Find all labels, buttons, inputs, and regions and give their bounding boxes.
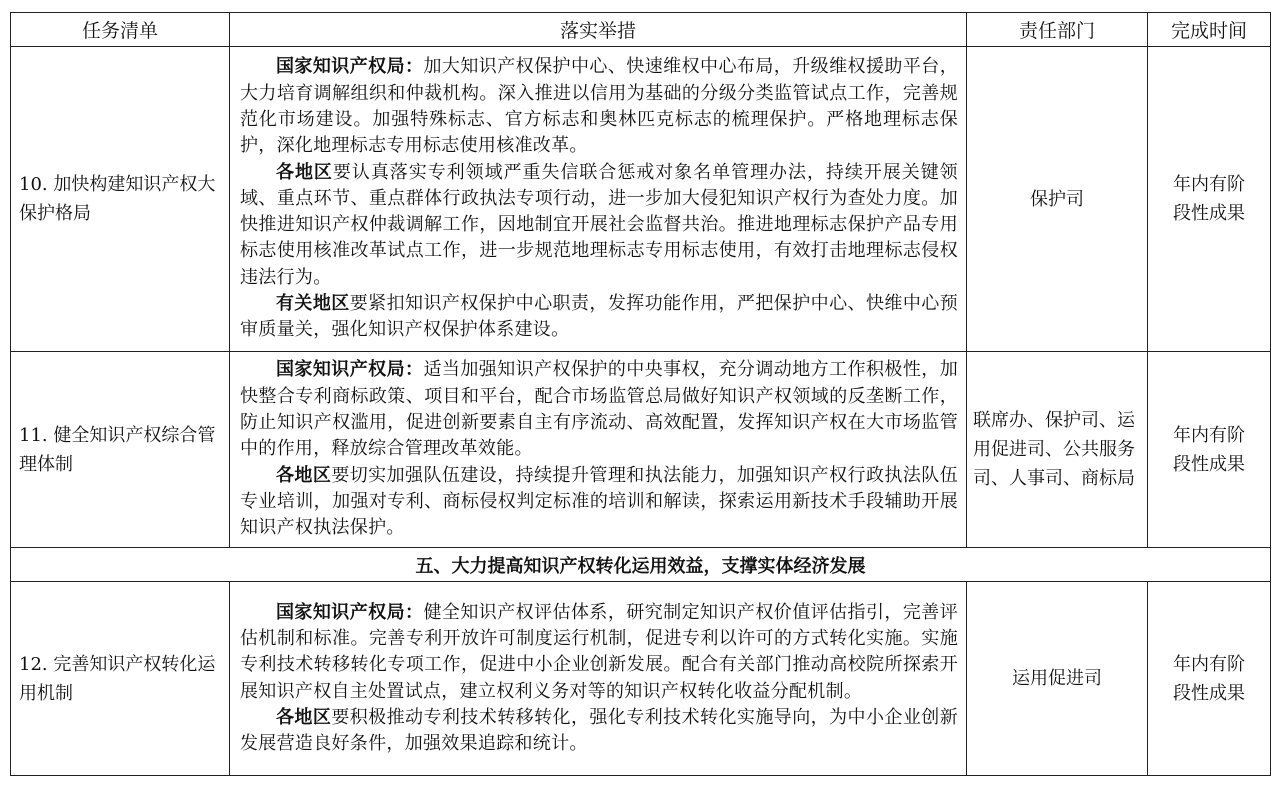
header-dept: 责任部门 — [967, 13, 1148, 47]
task-cell: 10. 加快构建知识产权大保护格局 — [11, 47, 230, 352]
table-row — [11, 582, 1271, 776]
table-header-row — [11, 13, 1271, 47]
dept-cell: 运用促进司 — [967, 582, 1148, 776]
task-cell: 11. 健全知识产权综合管理体制 — [11, 352, 230, 548]
measure-lead: 国家知识产权局： — [276, 56, 424, 78]
header-measures: 落实举措 — [230, 13, 967, 47]
measure-paragraph — [240, 160, 958, 291]
measure-lead: 各地区 — [276, 464, 332, 486]
measure-paragraph — [240, 463, 958, 542]
measure-lead: 国家知识产权局： — [276, 601, 424, 623]
measure-text: 加大知识产权保护中心、快速维权中心布局，升级维权援助平台，大力培育调解组织和仲裁机构。深入推进以信用为基础的分级分类监管试点工作，完善规范化市场建设。加强特殊标志、官方标志和奥林匹克标志的梳理保护。严格地理标志保护，深化地理标志专用标志使用核准改革。 — [240, 56, 959, 157]
measure-paragraph — [240, 291, 958, 344]
header-task: 任务清单 — [11, 13, 230, 47]
measures-cell — [230, 47, 967, 352]
measure-lead: 各地区 — [276, 161, 333, 183]
measure-paragraph — [240, 54, 958, 159]
header-time: 完成时间 — [1148, 13, 1271, 47]
measure-text: 要紧扣知识产权保护中心职责，发挥功能作用，严把保护中心、快维中心预审质量关，强化知识产权保护体系建设。 — [240, 293, 958, 341]
dept-cell: 保护司 — [967, 47, 1148, 352]
time-cell: 年内有阶段性成果 — [1148, 582, 1271, 776]
measure-paragraph — [240, 600, 958, 705]
measure-paragraph — [240, 357, 958, 462]
measure-lead: 有关地区 — [276, 293, 350, 315]
measure-text: 适当加强知识产权保护的中央事权，充分调动地方工作积极性，加快整合专利商标政策、项目和平台，配合市场监管总局做好知识产权领域的反垄断工作，防止知识产权滥用，促进创新要素自主有序流动、高效配置，发挥知识产权在大市场监管中的作用，释放综合管理改革效能。 — [240, 359, 959, 460]
dept-cell: 联席办、保护司、运用促进司、公共服务司、人事司、商标局 — [967, 352, 1148, 548]
task-table — [10, 12, 1271, 776]
table-row — [11, 47, 1271, 352]
table-row — [11, 352, 1271, 548]
measures-cell — [230, 352, 967, 548]
time-cell: 年内有阶段性成果 — [1148, 352, 1271, 548]
measure-text: 要认真落实专利领域严重失信联合惩戒对象名单管理办法，持续开展关键领域、重点环节、重点群体行政执法专项行动，进一步加大侵犯知识产权行为查处力度。加快推进知识产权仲裁调解工作，因地制宜开展社会监督共治。推进地理标志保护产品专用标志使用核准改革试点工作，进一步规范地理标志专用标志使用，有效打击地理标志侵权违法行为。 — [240, 161, 958, 288]
measure-lead: 各地区 — [276, 706, 332, 728]
measure-lead: 国家知识产权局： — [276, 359, 424, 381]
task-cell: 12. 完善知识产权转化运用机制 — [11, 582, 230, 776]
measure-text: 要积极推动专利技术转移转化，强化专利技术转化实施导向，为中小企业创新发展营造良好条件，加强效果追踪和统计。 — [240, 706, 958, 755]
measure-text: 要切实加强队伍建设，持续提升管理和执法能力，加强知识产权行政执法队伍专业培训，加强对专利、商标侵权判定标准的培训和解读，探索运用新技术手段辅助开展知识产权执法保护。 — [240, 464, 958, 539]
section-title: 五、大力提高知识产权转化运用效益，支撑实体经济发展 — [11, 548, 1271, 582]
measures-cell — [230, 582, 967, 776]
measure-text: 健全知识产权评估体系，研究制定知识产权价值评估指引，完善评估机制和标准。完善专利开放许可制度运行机制，促进专利以许可的方式转化实施。实施专利技术转移转化专项工作，促进中小企业创新发展。配合有关部门推动高校院所探索开展知识产权自主处置试点，建立权利义务对等的知识产权转化收益分配机制。 — [240, 601, 959, 702]
section-row — [11, 548, 1271, 582]
time-cell: 年内有阶段性成果 — [1148, 47, 1271, 352]
measure-paragraph — [240, 705, 958, 758]
